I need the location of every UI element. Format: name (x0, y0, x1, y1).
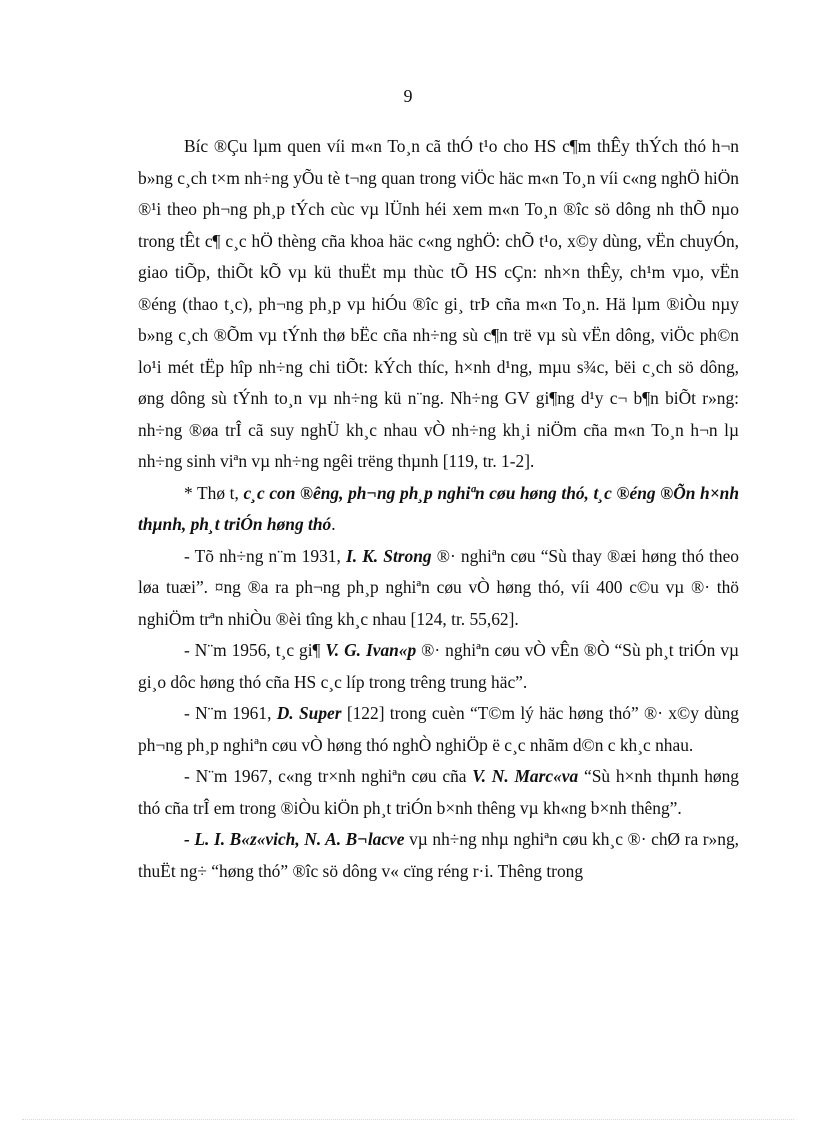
paragraph-6 (138, 761, 739, 824)
paragraph-5 (138, 698, 739, 761)
paragraph-2-heading: c¸c con ®êng, ph¬ng ph¸p nghiªn cøu høng thó, t¸c ®éng ®Õn h×nh thµnh, ph¸t triÓn høng thó (138, 482, 739, 534)
paragraph-4 (138, 635, 739, 698)
page-number: 9 (403, 86, 413, 106)
paragraph-5-text-a: - N¨m 1961, (184, 703, 277, 723)
paragraph-2-lead: * Thø t, (184, 482, 244, 503)
paragraph-4-text-a: - N¨m 1956, t¸c gi¶ (184, 640, 326, 660)
paragraph-3-text-b: ®· nghiªn cøu “Sù thay ®æi høng thó theo løa tuæi”. ¤ng ®a ra ph¬ng ph¸p nghiªn cøu vÒ høng thó, víi 400 c©u vµ ®· thö nghiÖm trªn nhiÒu ®èi tîng kh¸c nhau [124, tr. 55,62]. (138, 545, 739, 629)
paragraph-7 (138, 824, 739, 887)
author-bozovich-blacve: - L. I. B«z«vich, N. A. B¬lacve (184, 829, 405, 849)
author-strong: I. K. Strong (345, 545, 432, 566)
paragraph-2 (138, 478, 739, 541)
paragraph-6-text-a: - N¨m 1967, c«ng tr×nh nghiªn cøu cña (184, 766, 473, 786)
paragraph-1: Bíc ®Çu lµm quen víi m«n To¸n cã thÓ t¹o cho HS c¶m thÊy thÝch thó h¬n b»ng c¸ch t×m nh÷ng yÕu tè t¬ng quan trong viÖc häc m«n To¸n víi c«ng nghÖ hiÖn ®¹i theo ph¬ng ph¸p tÝch cùc vµ lÜnh héi xem m«n To¸n ®îc sö dông nh thÕ nµo trong tÊt c¶ c¸c hÖ thèng cña khoa häc c«ng nghÖ: chÕ t¹o, x©y dùng, vËn chuyÓn, giao tiÕp, thiÕt kÕ vµ kü thuËt mµ thùc tÕ HS cÇn: nh×n thÊy, ch¹m vµo, vËn ®éng (thao t¸c), ph¬ng ph¸p vµ hiÓu ®îc gi¸ trÞ cña m«n To¸n. Hä lµm ®iÒu nµy b»ng c¸ch ®Õm vµ tÝnh thø bËc cña nh÷ng sù c¶n trë vµ sù vËn dông, viÖc ph©n lo¹i mét tËp hîp nh÷ng chi tiÕt: kÝch thíc, h×nh d¹ng, mµu s¾c, bëi c¸ch sö dông, øng dông sù tÝnh to¸n vµ nh÷ng kü n¨ng. Nh÷ng GV gi¶ng d¹y c¬ b¶n biÕt r»ng: nh÷ng ®øa trÎ cã suy nghÜ kh¸c nhau vÒ nh÷ng kh¸i niÖm cña m«n To¸n h¬n lµ nh÷ng sinh viªn vµ nh÷ng ngêi trëng thµnh [119, tr. 1-2]. (138, 136, 739, 471)
author-marcova: V. N. Marc«va (472, 766, 579, 786)
paragraph-2-tail: . (331, 514, 336, 534)
author-super: D. Super (276, 703, 342, 723)
page-footer-rule (22, 1119, 794, 1120)
paragraph-4-text-b: ®· nghiªn cøu vÒ vÊn ®Ò “Sù ph¸t triÓn vµ gi¸o dôc høng thó cña HS c¸c líp trong trêng trung häc”. (138, 640, 739, 692)
paragraph-6-text-b: “Sù h×nh thµnh høng thó cña trÎ em trong ®iÒu kiÖn ph¸t triÓn b×nh thêng vµ kh«ng b×nh thêng”. (138, 766, 740, 818)
paragraph-5-text-b: [122] trong cuèn “T©m lý häc høng thó” ®· x©y dùng ph¬ng ph¸p nghiªn cøu vÒ høng thó nghÒ nghiÖp ë c¸c nhãm d©n c kh¸c nhau. (138, 703, 740, 755)
author-ivanop: V. G. Ivan«p (325, 640, 417, 660)
paragraph-3-text-a: - Tõ nh÷ng n¨m 1931, (184, 545, 346, 566)
paragraph-7-text-b: vµ nh÷ng nhµ nghiªn cøu kh¸c ®· chØ ra r»ng, thuËt ng÷ “høng thó” ®îc sö dông v« cïng réng r·i. Thêng trong (138, 829, 739, 881)
document-body (138, 131, 739, 887)
paragraph-3 (138, 541, 739, 636)
